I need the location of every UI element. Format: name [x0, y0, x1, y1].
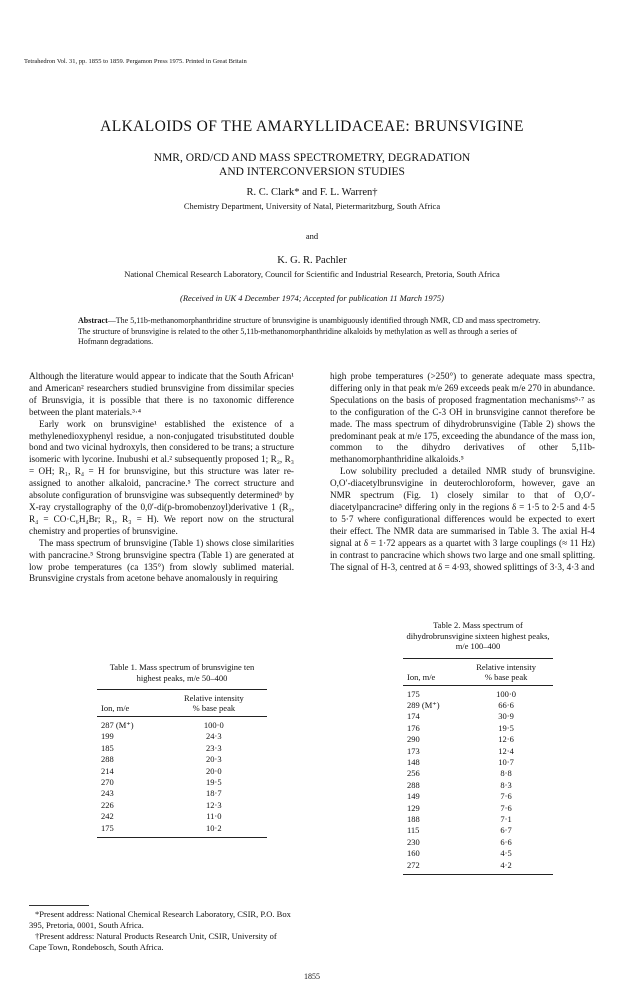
table-2 — [388, 620, 568, 875]
right-para-2: Low solubility precluded a detailed NMR study of brunsvigine. O,O′-diacetylbrunsvigine in deuterochloroform, however, gave an NMR spectrum (Fig. 1) closely similar to that of O,O′-diacetylpancracine⁵ differing only in the regions δ = 1·5 to 2·5 and 4·5 to 5·7 where configurational differences would be expected to exert their effect. The NMR data are summarised in Table 3. The axial H-4 signal at δ = 1·72 appears as a quartet with 3 large couplings (≈ 11 Hz) in contrast to pancracine which shows two large and one small splitting. The signal of H-3, centred at δ = 4·93, showed splittings of 3·3, 4·3 and — [330, 466, 595, 572]
table-1-intensity-cell: 10·2 — [206, 822, 222, 833]
table-row — [97, 766, 267, 777]
left-column — [29, 371, 294, 585]
affiliation-2: National Chemical Research Laboratory, Council for Scientific and Industrial Research, Pretoria, South Africa — [124, 269, 500, 279]
table-1-ion-cell: 243 — [101, 788, 114, 799]
footnote-1: *Present address: National Chemical Research Laboratory, CSIR, P.O. Box 395, Pretoria, 0001, South Africa. — [29, 909, 291, 930]
table-2-ion-cell: 148 — [407, 756, 420, 767]
table-2-ion-cell: 149 — [407, 791, 420, 802]
table-2-ion-cell: 288 — [407, 779, 420, 790]
left-para-1: Although the literature would appear to indicate that the South African¹ and American² researchers studied brunsvigine from dissimilar species of Brunsvigia, it is possible that there is no taxonomic difference between the plant materials.³·⁴ — [29, 371, 294, 417]
table-row — [403, 837, 553, 848]
and-separator: and — [305, 231, 319, 241]
subtitle-line-1: NMR, ORD/CD AND MASS SPECTROMETRY, DEGRADATION — [153, 152, 471, 164]
table-1-ion-cell: 226 — [101, 799, 114, 810]
table-row — [97, 788, 267, 799]
table-1-intensity-cell: 18·7 — [206, 788, 222, 799]
abstract — [78, 316, 548, 348]
table-2-ion-cell: 129 — [407, 802, 420, 813]
table-1-ion-cell: 175 — [101, 822, 114, 833]
table-row — [403, 848, 553, 859]
table-2-intensity-cell: 7·6 — [500, 802, 512, 813]
table-1-ion-cell: 287 (M⁺) — [101, 720, 134, 730]
affiliation-1: Chemistry Department, University of Natal, Pietermaritzburg, South Africa — [183, 201, 441, 211]
table-2-intensity-cell: 30·9 — [498, 711, 514, 722]
table-row — [97, 717, 267, 732]
table-1-grid — [97, 689, 267, 838]
table-1-intensity-cell: 20·3 — [206, 754, 222, 765]
table-2-intensity-cell: 4·5 — [500, 848, 512, 859]
table-2-intensity-cell: 6·7 — [500, 825, 512, 836]
table-row — [403, 685, 553, 700]
table-2-intensity-cell: 8·3 — [500, 779, 512, 790]
table-1-ion-cell: 214 — [101, 765, 114, 776]
table-2-ion-cell: 188 — [407, 813, 420, 824]
table-2-intensity-cell: 7·6 — [500, 791, 512, 802]
table-2-ion-cell: 176 — [407, 722, 420, 733]
table-2-col2-top: Relative intensity — [476, 661, 536, 672]
table-row — [403, 814, 553, 825]
page-number: 1855 — [304, 972, 320, 981]
footnote-2: †Present address: Natural Products Research Unit, CSIR, University of Cape Town, Rondebosch, South Africa. — [29, 931, 277, 952]
table-2-intensity-cell: 10·7 — [498, 756, 514, 767]
table-row — [97, 811, 267, 822]
table-2-intensity-cell: 12·6 — [498, 734, 514, 745]
left-para-2: Early work on brunsvigine¹ established the existence of a methylenedioxyphenyl residue, a non-conjugated trisubstituted double bond and two vicinal hydroxyls, then considered to be trans; a structure isomeric with lycorine. Inubushi et al.² subsequently proposed 1; R₂, R₃ = OH; R₁, R₄ = H for brunsvigine, but this structure was later re-assigned to another alkaloid, pancracine.⁵ The correct structure and absolute configuration of brunsvigine was subsequently determined⁶ by X-ray crystallography of the 0,0′-di(p-bromobenzoyl)derivative 1 (R₂, R₄ = CO·C₆H₄Br; R₁, R₃ = H). We report now on the structural chemistry and properties of brunsvigine. — [29, 418, 294, 536]
table-2-ion-cell: 173 — [407, 745, 420, 756]
table-1-intensity-cell: 11·0 — [206, 811, 222, 822]
table-row — [403, 746, 553, 757]
paper-title: ALKALOIDS OF THE AMARYLLIDACEAE: BRUNSVIGINE — [100, 118, 524, 135]
table-1-intensity-cell: 19·5 — [206, 777, 222, 788]
table-2-ion-cell: 230 — [407, 836, 420, 847]
table-row — [403, 723, 553, 734]
table-1-caption: Table 1. Mass spectrum of brunsvigine ten highest peaks, m/e 50–400 — [109, 662, 255, 683]
table-row — [403, 768, 553, 779]
table-1-col2: % base peak — [192, 703, 236, 713]
table-row — [97, 800, 267, 811]
left-para-3: The mass spectrum of brunsvigine (Table 1) shows close similarities with pancracine.⁵ Strong brunsvigine spectra (Table 1) are generated at low probe temperatures (ca 135°) from slowly sublimed material. Brunsvigine crystals from acetone behave anomalously in requiring — [29, 537, 294, 584]
table-row — [403, 757, 553, 768]
footnote-divider — [29, 905, 89, 906]
table-2-intensity-cell: 6·6 — [500, 836, 512, 847]
journal-header: Tetrahedron Vol. 31, pp. 1855 to 1859. Pergamon Press 1975. Printed in Great Britain — [24, 58, 247, 65]
table-1-ion-cell: 199 — [101, 731, 114, 742]
received-dates: (Received in UK 4 December 1974; Accepted for publication 11 March 1975) — [180, 293, 444, 303]
authors-2: K. G. R. Pachler — [277, 255, 347, 266]
table-2-ion-cell: 256 — [407, 768, 420, 779]
table-row — [97, 777, 267, 788]
table-2-caption: Table 2. Mass spectrum of dihydrobrunsvigine sixteen highest peaks, m/e 100–400 — [406, 620, 550, 651]
table-row — [403, 860, 553, 875]
table-2-intensity-cell: 66·6 — [498, 699, 514, 710]
table-2-ion-cell: 272 — [407, 859, 420, 870]
table-row — [403, 734, 553, 745]
table-row — [97, 754, 267, 765]
table-2-col1: Ion, m/e — [407, 671, 436, 682]
table-1-intensity-cell: 23·3 — [206, 742, 222, 753]
table-2-intensity-cell: 4·2 — [500, 859, 512, 870]
table-2-intensity-cell: 100·0 — [496, 688, 517, 699]
table-2-ion-cell: 175 — [407, 688, 420, 699]
table-1-intensity-cell: 24·3 — [206, 731, 222, 742]
right-column — [330, 371, 595, 573]
table-row — [403, 791, 553, 802]
table-row — [97, 823, 267, 838]
table-2-ion-cell: 115 — [407, 825, 420, 836]
abstract-text: —The 5,11b-methanomorphanthridine structure of brunsvigine is unambiguously identified through NMR, CD and mass spectrometry. The structure of brunsvigine is related to the other 5,11b-methanomorphanthridine alkaloids by methylation as well as through a series of Hofmann degradations. — [78, 316, 541, 346]
table-1-intensity-cell: 12·3 — [206, 799, 222, 810]
table-1-intensity-cell: 100·0 — [203, 720, 224, 730]
authors-1: R. C. Clark* and F. L. Warren† — [246, 187, 378, 198]
table-2-ion-cell: 174 — [407, 711, 420, 722]
table-1 — [92, 662, 272, 838]
table-row — [403, 803, 553, 814]
table-row — [403, 780, 553, 791]
subtitle-line-2: AND INTERCONVERSION STUDIES — [219, 166, 405, 178]
table-row — [97, 731, 267, 742]
footnotes — [29, 909, 294, 953]
table-1-intensity-cell: 20·0 — [206, 765, 222, 776]
table-2-intensity-cell: 7·1 — [500, 813, 512, 824]
table-2-intensity-cell: 8·8 — [500, 768, 512, 779]
table-row — [403, 825, 553, 836]
abstract-label: Abstract — [78, 316, 108, 325]
right-para-1: high probe temperatures (>250°) to generate adequate mass spectra, differing only in that peak m/e 269 exceeds peak m/e 270 in abundance. Speculations on the basis of proposed fragmentation mechanisms⁵·⁷ as to the configuration of the C-3 OH in brunsvigine cannot therefore be made. The mass spectrum of dihydrobrunsvigine (Table 2) shows the predominant peak at m/e 175, exceeding the abundance of the mass ion, common to the dihydro derivatives of other 5,11b-methanomorphanthridine alkaloids.⁵ — [330, 371, 595, 465]
table-2-ion-cell: 289 (M⁺) — [407, 699, 440, 710]
table-row — [403, 700, 553, 711]
table-2-col2: % base peak — [484, 671, 528, 682]
table-1-ion-cell: 242 — [101, 811, 114, 822]
table-1-ion-cell: 185 — [101, 742, 114, 753]
table-1-ion-cell: 270 — [101, 777, 114, 788]
table-1-ion-cell: 288 — [101, 754, 114, 765]
paper-subtitle — [0, 151, 624, 179]
table-2-intensity-cell: 12·4 — [498, 745, 514, 756]
table-1-col1: Ion, m/e — [101, 703, 130, 713]
table-2-grid — [403, 658, 553, 876]
table-row — [97, 743, 267, 754]
table-2-intensity-cell: 19·5 — [498, 722, 514, 733]
table-row — [403, 711, 553, 722]
table-2-ion-cell: 160 — [407, 848, 420, 859]
table-2-ion-cell: 290 — [407, 734, 420, 745]
table-1-col2-top: Relative intensity — [183, 693, 244, 703]
